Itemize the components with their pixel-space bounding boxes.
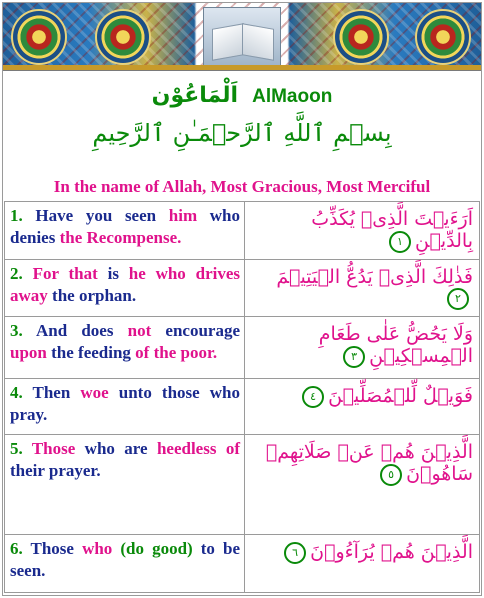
translation-segment: woe xyxy=(80,383,109,402)
surah-title-arabic: اَلْمَاعُوْن xyxy=(151,83,239,108)
verse-arabic xyxy=(245,379,480,435)
verse-arabic-text: اَرَءَيۡتَ الَّذِىۡ يُكَذِّبُ بِالدِّيۡنِ xyxy=(311,208,473,252)
verse-arabic xyxy=(245,202,480,260)
translation-segment: For that xyxy=(22,263,108,283)
verse-arabic xyxy=(245,535,480,593)
translation-segment: who are xyxy=(84,439,157,458)
ornament-icon xyxy=(333,9,389,65)
ornament-icon xyxy=(95,9,151,65)
bismillah-arabic: بِسۡمِ ٱللَّهِ ٱلرَّحۡمَـٰنِ ٱلرَّحِيمِ xyxy=(92,119,392,147)
verses-table xyxy=(4,201,480,593)
translation-segment: the feeding xyxy=(46,343,136,362)
verse-arabic-text: الَّذِيۡنَ هُمۡ عَنۡ صَلَاتِهِمۡ سَاهُوۡنَ xyxy=(265,441,473,485)
translation-segment: of xyxy=(216,439,240,458)
verse-end-marker-icon: ٥ xyxy=(380,464,402,486)
translation-segment: the Recompense. xyxy=(59,228,182,247)
verse-end-marker-icon: ٦ xyxy=(284,542,306,564)
verse-end-marker-icon: ٢ xyxy=(447,288,469,310)
translation-segment: who xyxy=(82,539,113,558)
verse-arabic xyxy=(245,259,480,317)
surah-title xyxy=(3,83,481,108)
verse-translation xyxy=(5,202,245,260)
banner-border xyxy=(3,65,481,70)
verse-number: 2. xyxy=(10,263,23,283)
verse-end-marker-icon: ٣ xyxy=(343,346,365,368)
translation-segment: Those xyxy=(22,539,83,558)
translation-segment: of the poor. xyxy=(135,343,218,362)
verse-translation xyxy=(5,379,245,435)
ornament-icon xyxy=(11,9,67,65)
translation-segment: is xyxy=(107,263,119,283)
translation-segment: Have you seen xyxy=(22,206,169,225)
verse-number: 6. xyxy=(10,539,23,558)
translation-segment: heedless xyxy=(156,439,217,458)
translation-segment: encourage xyxy=(151,321,240,340)
verse-translation xyxy=(5,535,245,593)
bismillah-english: In the name of Allah, Most Gracious, Most Merciful xyxy=(53,177,431,196)
open-book-icon xyxy=(203,7,281,67)
verse-arabic-text: فَذٰلِكَ الَّذِىۡ يَدُعُّ الۡيَتِيۡمَ xyxy=(276,265,473,288)
verse-number: 5. xyxy=(10,439,23,458)
verse-translation xyxy=(5,435,245,535)
translation-segment: Those xyxy=(22,439,85,458)
verse-number: 3. xyxy=(10,321,23,340)
verse-row xyxy=(5,202,480,260)
verse-arabic xyxy=(245,435,480,535)
translation-segment: who denies xyxy=(10,206,240,247)
verse-end-marker-icon: ١ xyxy=(389,231,411,253)
translation-segment: him xyxy=(168,206,198,225)
translation-segment: Then xyxy=(22,383,81,402)
translation-segment: the orphan. xyxy=(47,285,137,305)
verse-row xyxy=(5,379,480,435)
verse-number: 4. xyxy=(10,383,23,402)
verse-end-marker-icon: ٤ xyxy=(302,386,324,408)
ornament-icon xyxy=(415,9,471,65)
decorative-banner xyxy=(3,3,481,71)
verse-translation xyxy=(5,259,245,317)
translation-segment: their prayer. xyxy=(10,461,101,480)
translation-segment: drives away xyxy=(10,263,240,305)
translation-segment: (do good) xyxy=(112,539,193,558)
verse-arabic-text: وَلَا يَحُضُّ عَلٰى طَعَامِ الۡمِسۡكِيۡنِ xyxy=(318,323,473,367)
verse-row xyxy=(5,435,480,535)
verse-arabic xyxy=(245,317,480,379)
translation-segment: he who xyxy=(118,263,196,283)
verse-arabic-text: الَّذِيۡنَ هُمۡ يُرَآءُوۡنَ xyxy=(310,541,473,563)
verse-row xyxy=(5,535,480,593)
verse-row xyxy=(5,259,480,317)
surah-title-english: AlMaoon xyxy=(252,86,333,107)
verse-number: 1. xyxy=(10,206,23,225)
verse-row xyxy=(5,317,480,379)
translation-segment: unto those who pray. xyxy=(10,383,240,424)
translation-segment: upon xyxy=(10,343,47,362)
translation-segment: not xyxy=(127,321,152,340)
verse-translation xyxy=(5,317,245,379)
verse-arabic-text: فَوَيۡلٌ لِّلۡمُصَلِّيۡنَ xyxy=(328,385,473,407)
translation-segment: to be seen. xyxy=(10,539,240,580)
page-frame xyxy=(2,2,482,596)
translation-segment: And does xyxy=(22,321,128,340)
